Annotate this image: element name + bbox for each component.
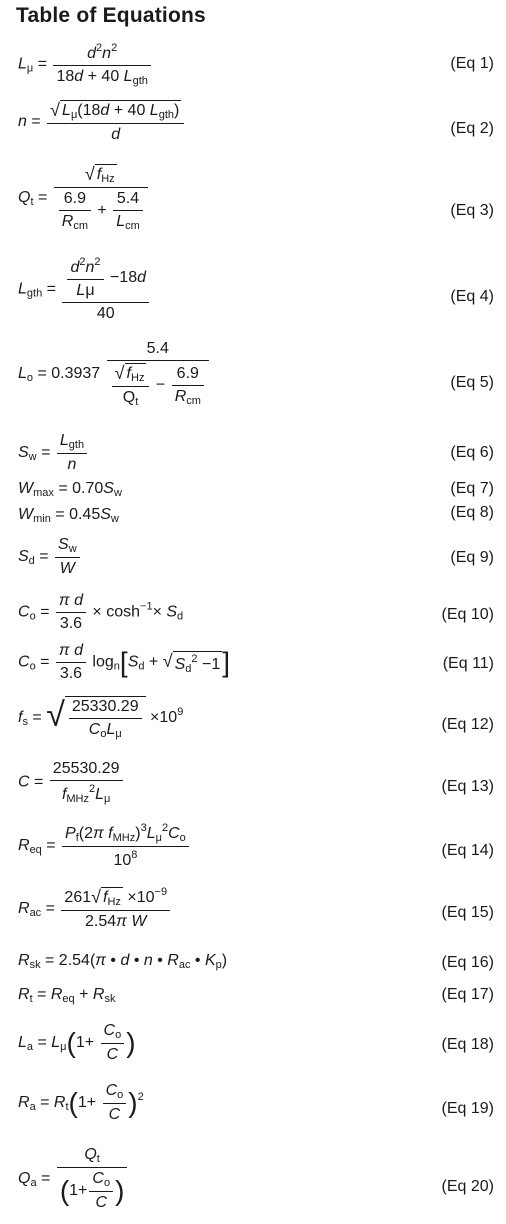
equation-label: (Eq 8) (450, 504, 494, 521)
equation-1 (18, 40, 494, 90)
equation-label: (Eq 7) (450, 480, 494, 497)
equation-3 (18, 164, 494, 240)
equation-17-formula: $R_t = R_{eq} + R_{sk}$ (18, 986, 116, 1005)
equation-label: (Eq 6) (450, 444, 494, 461)
equation-14-formula: $R_{eq}$ = $\frac{P_f(2\pi f_{MHz})^3L_\mu^2C_o}{10^8}$ (18, 822, 191, 870)
equation-19-formula: $R_a = R_t(1+$ $\frac{C_o}{C}$ )$^2$ (18, 1082, 144, 1123)
equation-12-formula: $f_s$ = √ $\frac{25330.29}{C_oL_\mu}$ $\times 10^9$ (18, 696, 184, 740)
equation-label: (Eq 15) (441, 904, 494, 921)
equation-15-formula: $R_{ac}$ = $\frac{261√ f_{Hz} \times 10^{-9}}{\text{2.54π W}}$ (18, 886, 172, 931)
equation-label: (Eq 11) (442, 655, 494, 672)
equation-label: (Eq 1) (450, 55, 494, 72)
equation-18 (18, 1022, 494, 1072)
equation-18-formula: $L_a = L_\mu(1+$ $\frac{C_o}{C}$ ) (18, 1022, 136, 1063)
equation-5 (18, 340, 494, 430)
equation-3-formula: $Q_t$ = √ $f_{Hz}$ $\frac{6.9}{R_{cm}}$ + $\frac{5.4}{L_{cm}}$ (18, 164, 150, 232)
equation-label: (Eq 20) (441, 1178, 494, 1195)
equation-7-formula: $W_{max} = 0.70S_w$ (18, 480, 122, 499)
equation-label: (Eq 13) (441, 778, 494, 795)
equation-13-formula: C = $\frac{25530.29}{f_{MHz}^2L_\mu}$ (18, 760, 125, 805)
equation-11 (18, 642, 494, 686)
equation-label: (Eq 16) (441, 954, 494, 971)
equation-2 (18, 100, 494, 156)
equation-19 (18, 1082, 494, 1138)
page-title: Table of Equations (16, 4, 206, 27)
equation-label: (Eq 10) (441, 606, 494, 623)
equation-9-formula: $S_d$ = $\frac{S_w}{W}$ (18, 536, 82, 578)
equation-11-formula: $C_o$ = $\frac{\text{π d}}{3.6}$ $\log_n[S_d$ + √ $S_d^2 -1$] (18, 642, 230, 682)
equation-4-formula: $L_{gth}$ = $\frac{d^2n^2}{L\mu}$ −18d 40 (18, 256, 151, 323)
equation-label: (Eq 12) (441, 716, 494, 733)
equation-10 (18, 592, 494, 636)
equation-2-formula: n = $\frac{√ L_\mu(18d + 40 L_{gth})}{d}$ (18, 100, 186, 144)
equation-16-formula: $R_{sk} = 2.54(\pi$ • d • n • $R_{ac}$ • $K_p$) (18, 952, 228, 971)
equation-label: (Eq 9) (450, 549, 494, 566)
equation-label: (Eq 3) (450, 202, 494, 219)
equation-13 (18, 760, 494, 814)
equation-14 (18, 822, 494, 880)
equation-20-formula: $Q_a$ = $Q_t$ (1+ $\frac{C_o}{C}$ ) (18, 1146, 129, 1212)
equation-label: (Eq 19) (441, 1100, 494, 1117)
equation-4 (18, 256, 494, 330)
equation-label: (Eq 2) (450, 120, 494, 137)
equation-label: (Eq 18) (441, 1036, 494, 1053)
equation-8 (18, 506, 494, 530)
equation-17 (18, 986, 494, 1010)
equation-label: (Eq 4) (450, 288, 494, 305)
equation-8-formula: $W_{min} = 0.45S_w$ (18, 506, 119, 525)
equation-20 (18, 1146, 494, 1220)
equation-label: (Eq 17) (441, 986, 494, 1003)
equation-12 (18, 696, 494, 752)
equation-16 (18, 952, 494, 980)
equation-label: (Eq 5) (450, 374, 494, 391)
equation-label: (Eq 14) (441, 842, 494, 859)
equation-10-formula: $C_o$ = $\frac{\text{π d}}{3.6}$ × $\cosh^{-1}\times S_d$ (18, 592, 184, 632)
equation-5-formula: $L_o = 0.3937$ 5.4 $\frac{√ f_{Hz}}{Q_t}$ − $\frac{6.9}{R_{cm}}$ (18, 340, 211, 408)
equation-6 (18, 432, 494, 476)
equation-9 (18, 536, 494, 580)
equation-1-formula: $L_\mu$ = $\frac{d^2n^2}{18d + 40 L_{gth}}$ (18, 42, 153, 87)
equation-6-formula: $S_w$ = $\frac{L_{gth}}{n}$ (18, 432, 89, 474)
equation-7 (18, 480, 494, 504)
equation-15 (18, 886, 494, 942)
